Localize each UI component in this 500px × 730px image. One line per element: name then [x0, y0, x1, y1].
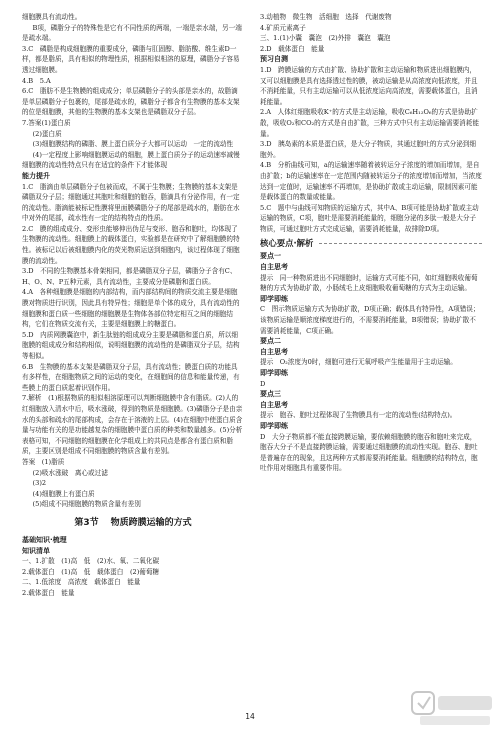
paragraph: 7.答案(1)蛋白质 — [22, 118, 71, 127]
section-title — [22, 517, 244, 529]
paragraph: 一、1.扩散 (1)高 低 (2)水、氧、二氧化碳 — [22, 557, 160, 566]
core-heading-label: 核心要点·解析 — [260, 238, 314, 249]
paragraph: 提示 同一种物质进出不同细胞时，运输方式可能不同，如红细胞吸收葡萄糖的方式为协助扩散，小肠绒毛上皮细胞吸收葡萄糖的方式为主动运输。 — [260, 273, 478, 293]
paragraph: 7.解析 (1)根据物质的相似相溶原理可以判断细胞膜中含有脂质。(2)人的红细胞放入清水中后，吸水涨破，得到的物质是细胞膜。(3)磷脂分子是由亲水的头部和疏水的尾部构成，会存在于溶液的上层。(4)在细胞中使蛋白质含量与功能有关的是功能越复杂的细胞膜中蛋白质的种类和数量越多。(5)分析表格可知，不同细胞的细胞膜在化学组成上的共同点是都含有蛋白质和脂质，主要区别是组成不同细胞膜的物质含量有差别。 — [22, 394, 243, 456]
section-number: 第3节 — [74, 517, 99, 528]
paragraph: 6.C 脂肪不是生物膜的组成成分；单层磷脂分子的头部是亲水的，故脂滴是单层磷脂分子包裹的，尾部是疏水的，磷脂分子都含有生物膜的基本支架的位是细胞膜，其他的生物膜的基本支架也是磷脂双分子层。 — [22, 87, 240, 117]
paragraph: 要点三 — [260, 390, 281, 399]
paragraph: (5)组成不同细胞膜的物质含量有差别 — [32, 500, 141, 509]
paragraph: 答案 (1)脂质 — [22, 457, 65, 466]
paragraph: 二、1.低浓度 高浓度 载体蛋白 能量 — [22, 578, 141, 587]
paragraph: 三、1.(1)小囊 囊泡 (2)外排 囊泡 囊泡 — [260, 34, 391, 43]
paragraph: 4.B 5.A — [22, 76, 51, 85]
paragraph: 2.D 载体蛋白 能量 — [260, 44, 325, 53]
paragraph: D — [260, 379, 266, 388]
paragraph: 基础知识·梳理 — [22, 535, 67, 544]
core-heading — [260, 238, 482, 249]
paragraph: 自主思考 — [260, 347, 288, 356]
paragraph: 2.C 膜的组成成分、变形虫能够伸出伪足与变形、胞吞和胞吐，均体现了生物膜的流动性。细胞膜上的载体蛋白，实验都是在研究中了解细胞膜的特性。被标记以后被细胞膜内化的荧光物质运送到细胞内，该过程体现了细胞膜的流动性。 — [22, 224, 240, 265]
paragraph: 要点一 — [260, 252, 281, 261]
paragraph: 3.D 胰岛素的本质是蛋白质，是大分子物质，其通过胞吐的方式分泌到细胞外。 — [260, 140, 476, 159]
paragraph: 5.C 题中与曲线可知物质的运输方式，其中A、B项可能是协助扩散或主动运输的物质，C项，胞吐是需要消耗能量的，细胞分泌的多肽一般是大分子物质，可通过胞吐方式完成运输，需要消耗能量，故排除D项。 — [260, 203, 479, 233]
left-text-block — [22, 12, 247, 510]
paragraph: (2)蛋白质 — [32, 129, 62, 138]
paragraph: C 图示物质运输方式为协助扩散，D项正确；载体具有特异性，A项错误；该物质运输是顺浓度梯度进行的，不需要消耗能量，B项错误；协助扩散不需要消耗能量，C项正确。 — [260, 305, 480, 335]
paragraph: D 大分子物质都不能直接跨膜运输，要依赖细胞膜的胞吞和胞吐来完成，胞吞大分子不是直接跨膜运输，需要通过细胞膜的流动性实现。胞吞、胞吐是普遍存在的现象，且这两种方式都需要消耗能量。细胞膜的结构特点，胞吐作用对细胞具有重要作用。 — [260, 432, 478, 473]
paragraph: 能力提升 — [22, 171, 50, 180]
core-text-block — [260, 251, 482, 473]
paragraph: (4)细胞膜上有蛋白质 — [32, 489, 95, 498]
paragraph: B项，磷脂分子的特殊性是它有不同性质的两端，一端是亲水端，另一端是疏水端。 — [22, 23, 242, 43]
paragraph: (2)吸水涨破 离心或过滤 — [32, 468, 108, 477]
paragraph: 4.B 分析曲线可知，a的运输速率随着被转运分子浓度的增加而增加，是自由扩散；b的运输速率在一定范围内随被转运分子的浓度增加而增加，当浓度达到一定值时，运输速率不再增加，是协助扩散或主动运输，限制因素可能是载体蛋白的数量或能量。 — [260, 161, 482, 202]
paragraph: 2.载体蛋白 (1)高 低 载体蛋白 (2)葡萄糖 — [22, 567, 160, 576]
paragraph: 自主思考 — [260, 400, 288, 409]
paragraph: 即学即练 — [260, 369, 288, 377]
paragraph: 即学即练 — [260, 294, 288, 303]
paragraph: (3)细胞膜结构的磷脂、膜上蛋白质分子大都可以运动 一定的流动性 — [32, 140, 234, 149]
paragraph: 要点二 — [260, 337, 281, 346]
section-name: 物质跨膜运输的方式 — [110, 517, 192, 528]
paragraph: 3.C 磷脂是构成细胞膜的重要成分，磷脂与肛固醇、脂肪酸、维生素D一样，都是脂质，具有相似的物理性质，根据相似相溶的原理，磷脂分子容易透过细胞膜。 — [22, 44, 240, 74]
paragraph: 提示 O₂浓度为0时，细胞可进行无氧呼吸产生能量用于主动运输。 — [260, 358, 457, 367]
paragraph: 4.矿质元素离子 — [260, 23, 306, 32]
paragraph: 5.D 内质网膜囊泡中，新生肽链的组成成分主要是磷脂和蛋白质，所以细胞膜的组成成分和结构相似，说明细胞膜的流动性的是磷脂双分子层，结构等相似。 — [22, 330, 240, 360]
paragraph: 2.A 人体红细胞吸收K⁺的方式是主动运输，吸收C₆H₁₂O₆的方式是协助扩散，吸收O₂和CO₂的方式是自由扩散，三种方式中只有主动运输需要消耗能量。 — [260, 108, 479, 138]
paragraph: 预习自测 — [260, 55, 288, 64]
paragraph: 3.D 不同的生物膜基本骨架相同，都是磷脂双分子层，磷脂分子含有C、H、O、N、P五种元素，具有流动性，主要成分是磷脂和蛋白质。 — [22, 267, 237, 286]
paragraph: 提示 胞吞、胞吐过程体现了生物膜具有一定的流动性(结构特点)。 — [260, 411, 457, 420]
watermark-logo-icon — [410, 688, 496, 728]
paragraph: 2.载体蛋白 能量 — [22, 588, 75, 597]
heading-rule — [319, 243, 482, 245]
paragraph: 知识清单 — [22, 546, 50, 555]
paragraph: 1.C 脂滴由单层磷脂分子包被而成，不属于生物膜；生物膜的基本支架是磷脂双分子层；细胞通过其胞吐和细胞的胞吞，脂滴具有分泌作用，有一定的流动性。脂滴能被标记性膜将里面膜磷脂分子的尾部是疏水的，脂肪在水中对外的尾部，疏水性有一定的结构特点的性质。 — [22, 182, 240, 223]
paragraph: (4)一定程度上影响细胞膜运动的细胞，膜上蛋白质分子的运动速率减慢 细胞膜的流动性特点只有在适宜的条件下才能体现 — [22, 150, 247, 170]
paragraph: 6.B 生物膜的基本支架是磷脂双分子层，具有流动性；膜蛋白质的功能具有多样性，在细胞物质之间的运动的变化，在细胞间的信息和能量传递，有些膜上的蛋白质起着识别作用。 — [22, 362, 240, 392]
right-column — [260, 12, 482, 474]
left-column — [22, 12, 247, 598]
right-text-block — [260, 12, 482, 234]
paragraph: 即学即练 — [260, 421, 288, 430]
paragraph: 自主思考 — [260, 263, 288, 272]
paragraph: 1.D 跨膜运输的方式由扩散、协助扩散和主动运输和物质进出细胞膜内，又可以细胞膜是具有选择透过性的膜，被动运输是从高浓度向低浓度，并且不消耗能量，只有主动运输可以从低浓度运向高浓度，需要载体蛋白，且消耗能量。 — [260, 65, 478, 106]
paragraph: (3)2 — [32, 479, 47, 488]
paragraph: 3.动植物 微生物 活细胞 选择 代谢废物 — [260, 13, 392, 21]
page-number: 14 — [245, 712, 255, 721]
paragraph: 细胞膜具有流动性。 — [22, 13, 82, 21]
left-bottom-block — [22, 535, 244, 599]
paragraph: 4.A 各种细胞膜是细胞的内部结构，而内部结构间的物质交流主要是细胞膜对物质进行识别，因此具有特异性；细胞是单个体的成分，具有流动性的细胞膜和蛋白质一些细胞的细胞膜是生物体各部位特定相互之间的细胞结构，它们在物质交流有关，主要是细胞膜上的糖蛋白。 — [22, 288, 240, 329]
